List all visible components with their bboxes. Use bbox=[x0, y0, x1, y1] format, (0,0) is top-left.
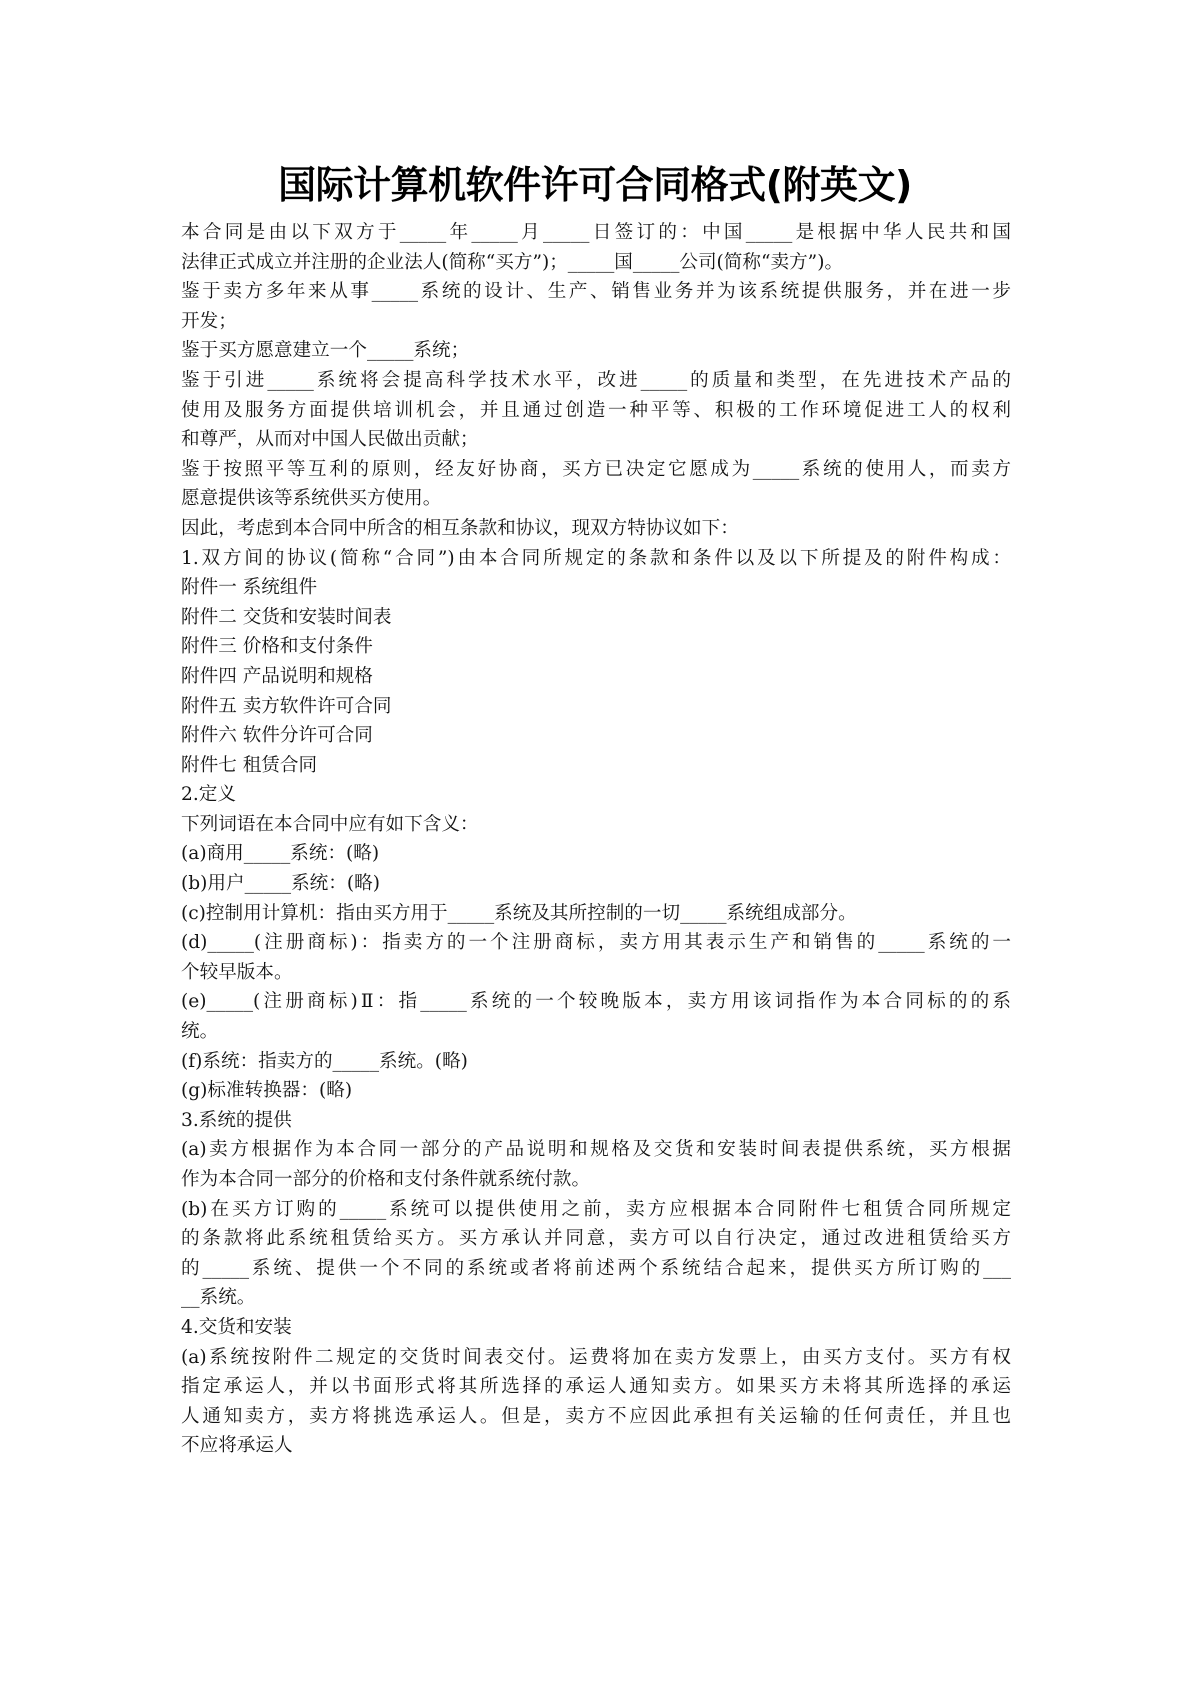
document-line: 鉴于买方愿意建立一个_____系统； bbox=[181, 340, 470, 362]
document-line: 3.系统的提供 bbox=[181, 1109, 292, 1131]
document-line: 附件五 卖方软件许可合同 bbox=[181, 695, 392, 717]
document-line: 附件一 系统组件 bbox=[181, 577, 318, 599]
document-line: 愿意提供该等系统供买方使用。 bbox=[181, 488, 442, 510]
document-line: 的_____系统、提供一个不同的系统或者将前述两个系统结合起来，提供买方所订购的___ bbox=[181, 1257, 1011, 1279]
document-line: 2.定义 bbox=[181, 784, 236, 806]
document-line: (f)系统：指卖方的_____系统。(略) bbox=[181, 1050, 468, 1072]
document-line: (e)_____(注册商标)Ⅱ：指_____系统的一个较晚版本，卖方用该词指作为本合同标的的系 bbox=[181, 991, 1011, 1013]
document-line: 个较早版本。 bbox=[181, 961, 293, 983]
document-line: (g)标准转换器：(略) bbox=[181, 1080, 353, 1102]
document-line: 使用及服务方面提供培训机会，并且通过创造一种平等、积极的工作环境促进工人的权利 bbox=[181, 399, 1011, 421]
document-line: 和尊严，从而对中国人民做出贡献； bbox=[181, 429, 479, 451]
document-line: __系统。 bbox=[181, 1287, 256, 1309]
document-line: 的条款将此系统租赁给买方。买方承认并同意，卖方可以自行决定，通过改进租赁给买方 bbox=[181, 1228, 1011, 1250]
document-line: 附件二 交货和安装时间表 bbox=[181, 606, 392, 628]
document-line: 本合同是由以下双方于_____年_____月_____日签订的：中国_____是根据中华人民共和国 bbox=[181, 222, 1011, 243]
document-line: (a)系统按附件二规定的交货时间表交付。运费将加在卖方发票上，由买方支付。买方有权 bbox=[181, 1346, 1011, 1368]
document-line: 1.双方间的协议(简称“合同”)由本合同所规定的条款和条件以及以下所提及的附件构成： bbox=[181, 547, 1011, 569]
document-line: (a)卖方根据作为本合同一部分的产品说明和规格及交货和安装时间表提供系统，买方根据 bbox=[181, 1139, 1011, 1161]
document-line: (c)控制用计算机：指由买方用于_____系统及其所控制的一切_____系统组成部分。 bbox=[181, 902, 857, 924]
document-line: 鉴于引进_____系统将会提高科学技术水平，改进_____的质量和类型，在先进技术产品的 bbox=[181, 369, 1011, 391]
document-line: 统。 bbox=[181, 1021, 219, 1043]
document-line: 人通知卖方，卖方将挑选承运人。但是，卖方不应因此承担有关运输的任何责任，并且也 bbox=[181, 1405, 1011, 1427]
document-line: 不应将承运人 bbox=[181, 1435, 293, 1457]
document-line: 开发； bbox=[181, 310, 237, 332]
document-line: 指定承运人，并以书面形式将其所选择的承运人通知卖方。如果买方未将其所选择的承运 bbox=[181, 1376, 1011, 1398]
document-line: (b)在买方订购的_____系统可以提供使用之前，卖方应根据本合同附件七租赁合同所规定 bbox=[181, 1198, 1011, 1220]
document-line: 作为本合同一部分的价格和支付条件就系统付款。 bbox=[181, 1169, 591, 1190]
document-line: 法律正式成立并注册的企业法人(简称“买方”)；_____国_____公司(简称“卖方”)。 bbox=[181, 251, 844, 273]
document-line: 鉴于按照平等互利的原则，经友好协商，买方已决定它愿成为_____系统的使用人，而卖方 bbox=[181, 458, 1011, 480]
document-body bbox=[181, 218, 1011, 1461]
document-line: 附件七 租赁合同 bbox=[181, 754, 318, 776]
document-line: 鉴于卖方多年来从事_____系统的设计、生产、销售业务并为该系统提供服务，并在进一步 bbox=[181, 281, 1011, 303]
document-line: 下列词语在本合同中应有如下含义： bbox=[181, 813, 479, 835]
document-line: 附件四 产品说明和规格 bbox=[181, 665, 373, 687]
document-line: 4.交货和安装 bbox=[181, 1316, 292, 1338]
document-title: 国际计算机软件许可合同格式(附英文) bbox=[278, 163, 912, 207]
document-line: (a)商用_____系统：(略) bbox=[181, 843, 380, 865]
document-line: (b)用户_____系统：(略) bbox=[181, 873, 380, 895]
document-line: (d)_____(注册商标)：指卖方的一个注册商标，卖方用其表示生产和销售的_____系统的一 bbox=[181, 932, 1011, 954]
document-line: 因此，考虑到本合同中所含的相互条款和协议，现双方特协议如下： bbox=[181, 517, 739, 539]
document-line: 附件三 价格和支付条件 bbox=[181, 636, 373, 658]
document-line: 附件六 软件分许可合同 bbox=[181, 725, 373, 747]
